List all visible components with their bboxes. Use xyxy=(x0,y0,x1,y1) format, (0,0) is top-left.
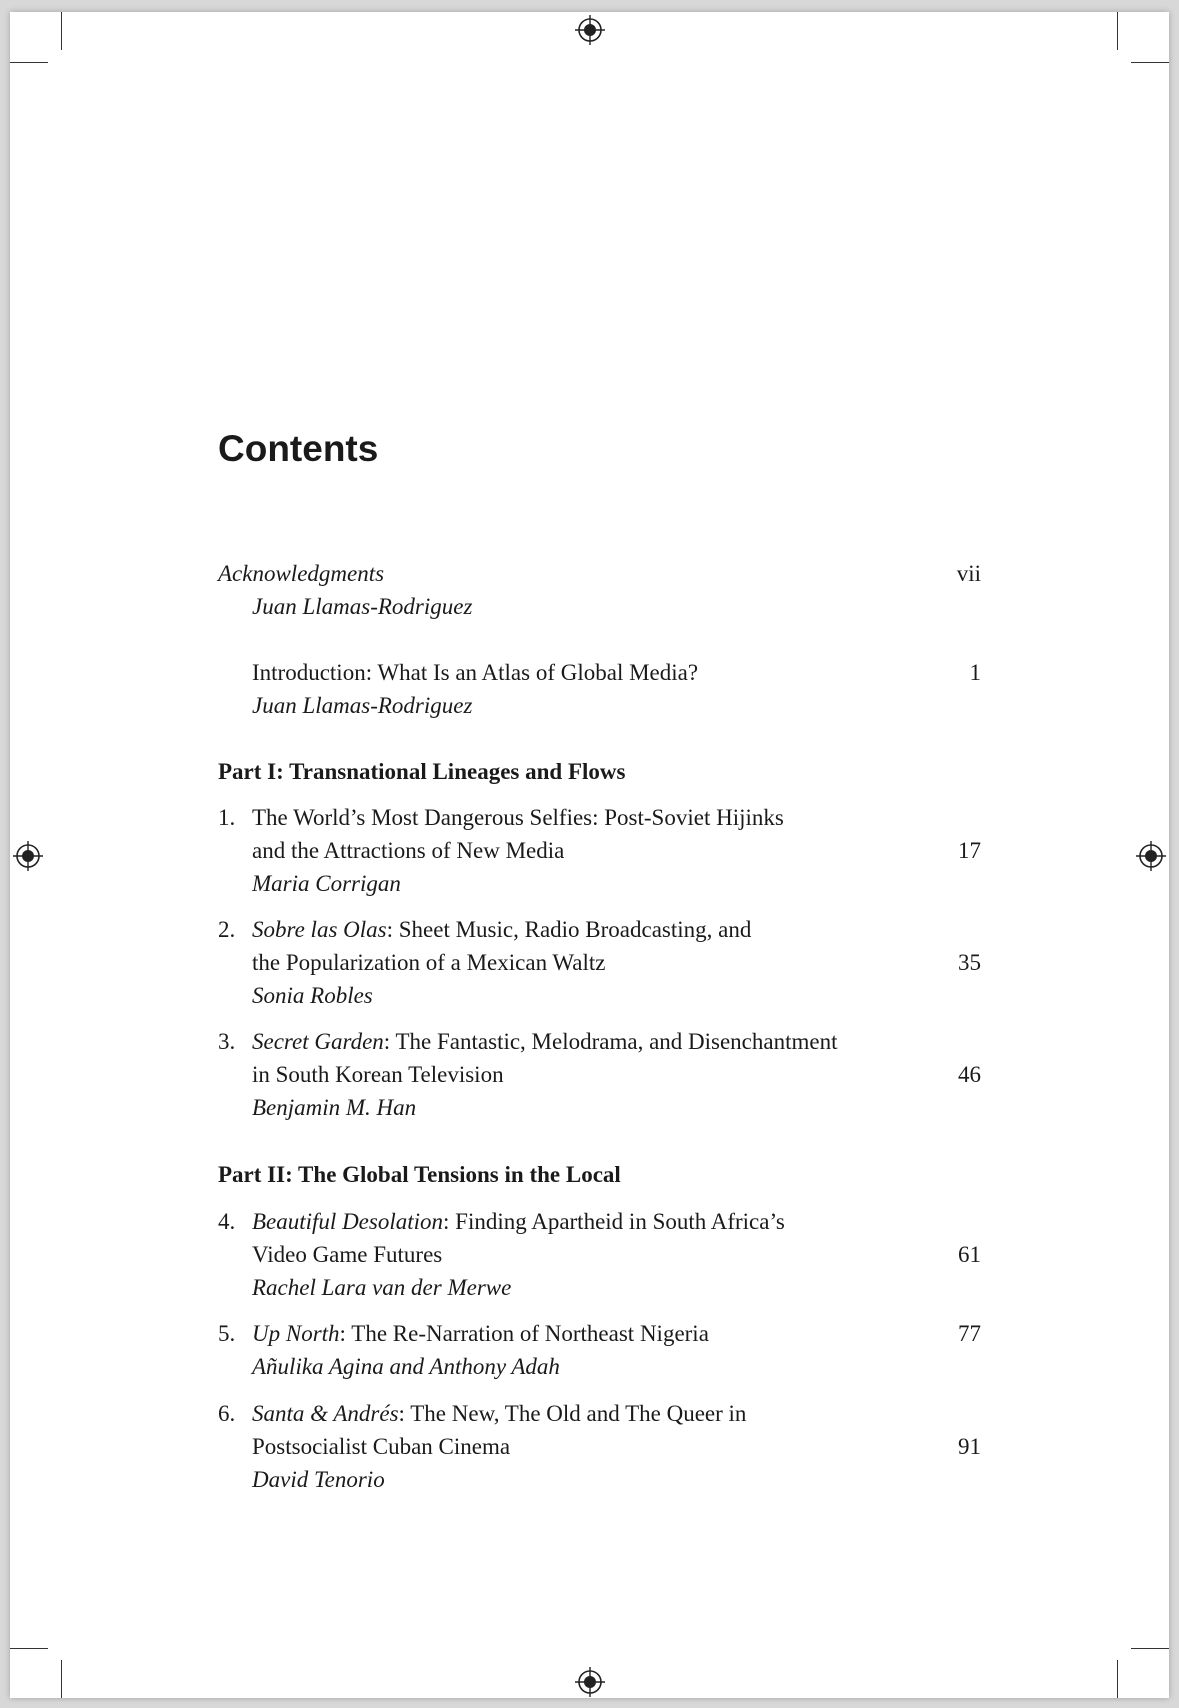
chapter-title-italic: Up North xyxy=(252,1321,340,1346)
chapter-number: 2. xyxy=(218,917,236,942)
toc-author: Añulika Agina and Anthony Adah xyxy=(252,1354,560,1379)
toc-page-number: 46 xyxy=(958,1062,981,1087)
toc-chapter-line xyxy=(252,1431,981,1463)
part-heading xyxy=(218,1159,981,1191)
chapter-title: The World’s Most Dangerous Selfies: Post-Soviet Hijinks xyxy=(252,805,784,830)
crop-mark xyxy=(61,12,62,50)
toc-entry-author-line xyxy=(252,1351,981,1383)
toc-entry-author-line xyxy=(252,1272,981,1304)
toc-chapter-line xyxy=(252,1239,981,1271)
toc-entry-author-line xyxy=(252,868,981,900)
toc-page-number: 61 xyxy=(958,1242,981,1267)
chapter-number: 3. xyxy=(218,1029,236,1054)
crop-mark xyxy=(10,62,48,63)
registration-mark-icon xyxy=(575,1667,605,1697)
chapter-title: : The Fantastic, Melodrama, and Disenchantment xyxy=(383,1029,838,1054)
toc-chapter-line xyxy=(218,1398,981,1430)
toc-author: Maria Corrigan xyxy=(252,871,401,896)
toc-author: Sonia Robles xyxy=(252,983,373,1008)
chapter-title: : The New, The Old and The Queer in xyxy=(398,1401,747,1426)
registration-mark-icon xyxy=(1136,841,1166,871)
toc-chapter-line xyxy=(218,1026,981,1058)
toc-page-number: 77 xyxy=(958,1321,981,1346)
chapter-title: and the Attractions of New Media xyxy=(252,838,565,863)
toc-entry-author-line xyxy=(252,1092,981,1124)
crop-mark xyxy=(1117,1660,1118,1698)
toc-page-number: vii xyxy=(956,561,981,586)
chapter-title-italic: Secret Garden xyxy=(252,1029,384,1054)
toc-page-number: 35 xyxy=(958,950,981,975)
toc-entry-title: Acknowledgments xyxy=(218,561,385,586)
toc-chapter-line xyxy=(218,1318,981,1350)
chapter-title: Postsocialist Cuban Cinema xyxy=(252,1434,511,1459)
toc-author: Rachel Lara van der Merwe xyxy=(252,1275,512,1300)
toc-chapter-line xyxy=(252,947,981,979)
toc-entry-author-line xyxy=(252,690,981,722)
toc-chapter-line xyxy=(218,802,981,834)
chapter-number: 5. xyxy=(218,1321,236,1346)
chapter-number: 6. xyxy=(218,1401,236,1426)
toc-page-number: 17 xyxy=(958,838,981,863)
toc-entry-introduction xyxy=(252,657,981,689)
chapter-title: in South Korean Television xyxy=(252,1062,504,1087)
chapter-title-italic: Santa & Andrés xyxy=(252,1401,399,1426)
document-page xyxy=(10,12,1169,1698)
toc-chapter-line xyxy=(252,1059,981,1091)
chapter-title: : Sheet Music, Radio Broadcasting, and xyxy=(386,917,752,942)
registration-mark-icon xyxy=(575,15,605,45)
crop-mark xyxy=(1131,1648,1169,1649)
chapter-number: 4. xyxy=(218,1209,236,1234)
registration-mark-icon xyxy=(13,841,43,871)
toc-author: Juan Llamas-Rodriguez xyxy=(252,693,473,718)
part-heading-text: Part I: Transnational Lineages and Flows xyxy=(218,759,626,784)
crop-mark xyxy=(10,1648,48,1649)
chapter-number: 1. xyxy=(218,805,236,830)
chapter-title: the Popularization of a Mexican Waltz xyxy=(252,950,606,975)
toc-entry-author-line xyxy=(252,980,981,1012)
part-heading xyxy=(218,756,981,788)
toc-chapter-line xyxy=(218,914,981,946)
crop-mark xyxy=(61,1660,62,1698)
toc-page-number: 91 xyxy=(958,1434,981,1459)
toc-author: Juan Llamas-Rodriguez xyxy=(252,594,473,619)
toc-entry-acknowledgments xyxy=(218,558,981,590)
toc-page-number: 1 xyxy=(969,660,981,685)
chapter-title: : The Re-Narration of Northeast Nigeria xyxy=(339,1321,709,1346)
toc-entry-title: Introduction: What Is an Atlas of Global Media? xyxy=(252,660,699,685)
chapter-title: : Finding Apartheid in South Africa’s xyxy=(443,1209,785,1234)
chapter-title: Video Game Futures xyxy=(252,1242,443,1267)
chapter-title-italic: Beautiful Desolation xyxy=(252,1209,444,1234)
crop-mark xyxy=(1117,12,1118,50)
page-title: Contents xyxy=(218,428,379,469)
toc-author: David Tenorio xyxy=(252,1467,385,1492)
toc-chapter-line xyxy=(218,1206,981,1238)
chapter-title-italic: Sobre las Olas xyxy=(252,917,387,942)
crop-mark xyxy=(1131,62,1169,63)
toc-chapter-line xyxy=(252,835,981,867)
part-heading-text: Part II: The Global Tensions in the Local xyxy=(218,1162,621,1187)
toc-entry-author-line xyxy=(252,1464,981,1496)
toc-entry-author-line xyxy=(252,591,981,623)
toc-author: Benjamin M. Han xyxy=(252,1095,417,1120)
